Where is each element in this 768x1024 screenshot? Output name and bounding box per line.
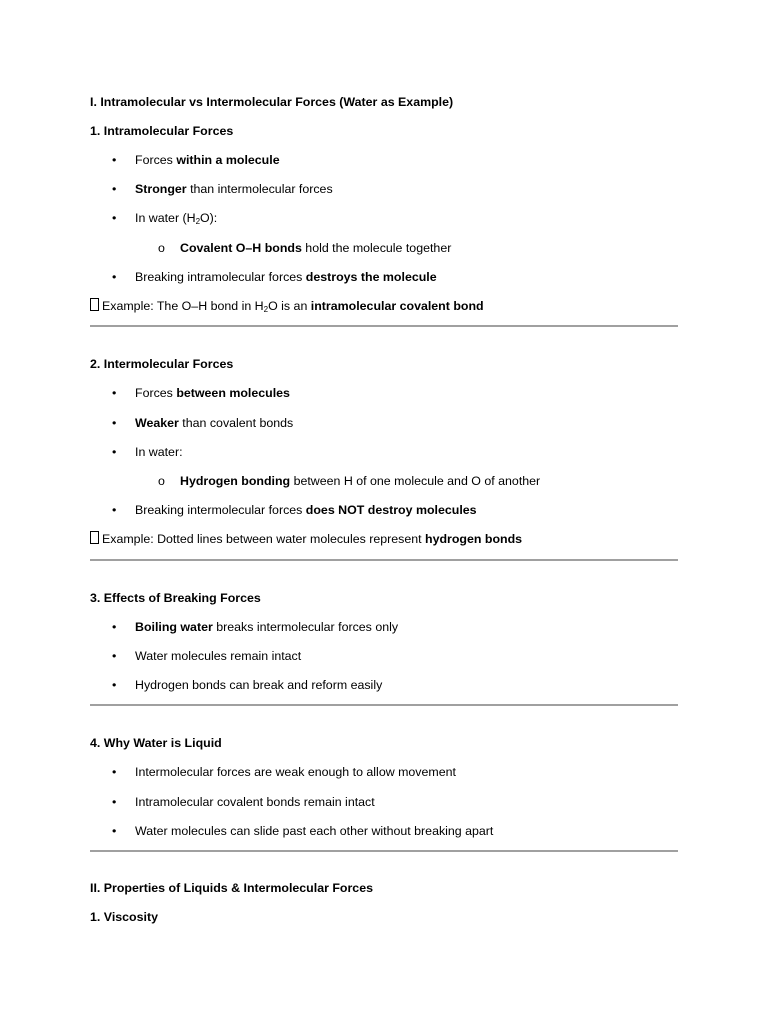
horizontal-rule [90,850,678,852]
subsection-heading: 3. Effects of Breaking Forces [90,591,261,605]
bullet-icon: • [112,386,117,400]
bullet-icon: • [112,765,117,779]
horizontal-rule [90,704,678,706]
bullet-icon: • [112,416,117,430]
subsection-heading: 1. Viscosity [90,910,158,924]
horizontal-rule [90,559,678,561]
subsection-heading: 2. Intermolecular Forces [90,357,234,371]
subsection-heading: 4. Why Water is Liquid [90,736,222,750]
example-line: Example: Dotted lines between water molecules represent hydrogen bonds [90,531,522,547]
example-line: Example: The O–H bond in $H_2O$ is an intramolecular covalent bond [90,298,484,314]
subsection-heading: 1. Intramolecular Forces [90,124,234,138]
bullet-icon: • [112,678,117,692]
section-title: II. Properties of Liquids & Intermolecular Forces [90,881,373,895]
bullet-icon: • [112,503,117,517]
horizontal-rule [90,325,678,327]
bullet-icon: • [112,824,117,838]
bullet-icon: • [112,795,117,809]
bullet-icon: • [112,270,117,284]
bullet-icon: • [112,153,117,167]
document-page: I. Intramolecular vs Intermolecular Forces (Water as Example) 1. Intramolecular Forces • Forces within a molecule • Stronger than intermolecular forces • In water $(H_2O)$: o Covalent O–H bonds hold the molecule together • Breaking intramolecular forces destroys the molecule Example: The O–H bond in $H_2O$ is an intramolecular covalent bond 2. Intermolecular Forces • Forces between molecules • Weaker than covalent bonds • In water: o Hydrogen bonding between H of one molecule and O of another • Breaking intermolecular forces does NOT destroy molecules Example: Dotted lines between water molecules represent hydrogen bonds 3. Effects of Breaking Forces • Boiling water breaks intermolecular forces only • Water molecules remain intact • Hydrogen bonds can break and reform easily 4. Why Water is Liquid • Intermolecular forces are weak enough to allow movement • Intramolecular covalent bonds remain intact • Water molecules can slide past each other without breaking apart II. Properties of Liquids & Intermolecular Forces 1. Viscosity [0,0,768,1024]
bullet-icon: • [112,445,117,459]
bullet-icon: • [112,620,117,634]
bullet-icon: • [112,182,117,196]
section-title: I. Intramolecular vs Intermolecular Forces (Water as Example) [90,95,454,109]
circle-bullet-icon: o [158,474,165,488]
circle-bullet-icon: o [158,241,165,255]
missing-glyph-icon [90,298,99,311]
missing-glyph-icon [90,531,99,544]
bullet-icon: • [112,649,117,663]
bullet-icon: • [112,211,117,225]
